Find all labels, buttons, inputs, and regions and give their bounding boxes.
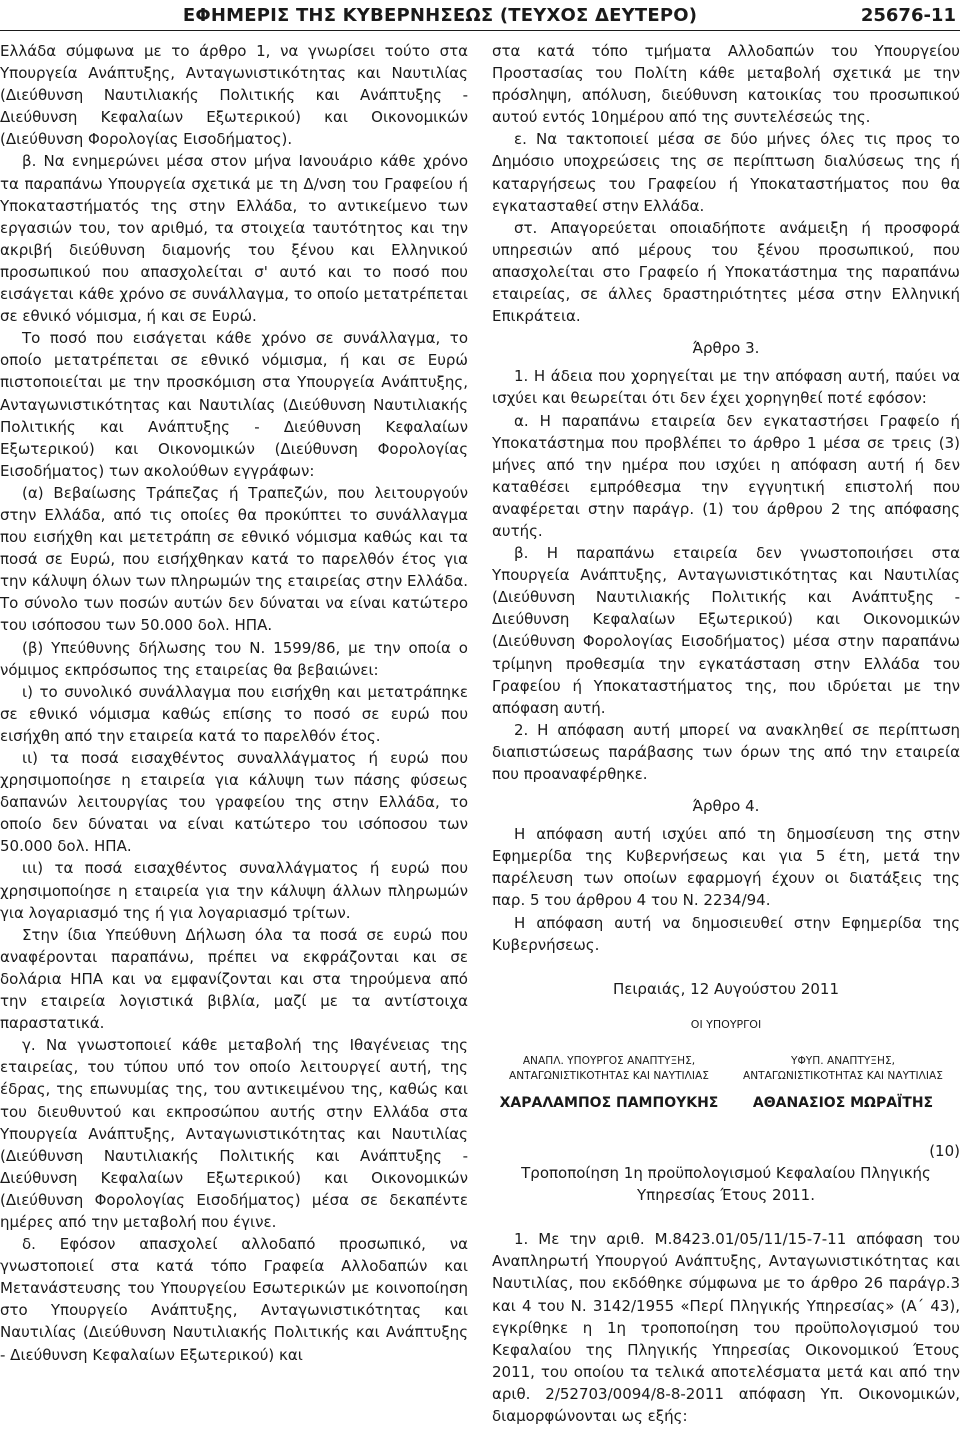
paragraph: στ. Απαγορεύεται οποιαδήποτε ανάμειξη ή προσφορά υπηρεσιών από μέρους του ξένου προσωπικού, που απασχολείται στο Γραφείο ή Υποκατάστημα της παραπάνω εταιρείας, σε άλλες δραστηριότητες μέσα στην Ελληνική Επικράτεια. [492,218,960,326]
header-divider [0,30,960,31]
paragraph: ι) το συνολικό συνάλλαγμα που εισήχθη και μετατράπηκε σε εθνικό νόμισμα καθώς επίσης το ποσό σε ευρώ που εισήχθη από την εταιρεία κατά το παρελθόν έτος. [0,682,468,745]
left-column [0,40,468,1366]
paragraph: β. Η παραπάνω εταιρεία δεν γνωστοποιήσει στα Υπουργεία Ανάπτυξης, Ανταγωνιστικότητας και Ναυτιλίας (Διεύθυνση Ναυτιλιακής Πολιτικής και Ανάπτυξης - Διεύθυνση Κεφαλαίων Εξωτερικού) και Οικονομικών (Διεύθυνση Φορολογίας Εισοδήματος) μέσα στην παραπάνω τρίμηνη προθεσμία την εγκατάσταση στην Ελλάδα του Γραφείου ή Υποκαταστήματος της, που ιδρύεται με την απόφαση αυτή. [492,544,960,717]
paragraph: Ελλάδα σύμφωνα με το άρθρο 1, να γνωρίσει τούτο στα Υπουργεία Ανάπτυξης, Ανταγωνιστικότητας και Ναυτιλίας (Διεύθυνση Ναυτιλιακής Πολιτικής και Ανάπτυξης - Διεύθυνση Κεφαλαίων Εξωτερικού) και Οικονομικών (Διεύθυνση Φορολογίας Εισοδήματος). [0,42,468,149]
signatory-name: ΑΘΑΝΑΣΙΟΣ ΜΩΡΑΪΤΗΣ [752,1094,934,1111]
paragraph: δ. Εφόσον απασχολεί αλλοδαπό προσωπικό, να γνωστοποιεί στα κατά τόπο Γραφεία Αλλοδαπών και Μετανάστευσης του Υπουργείου Εσωτερικών με κοινοποίηση στο Υπουργείο Ανάπτυξης, Ανταγωνιστικότητας και Ναυτιλίας (Διεύθυνση Ναυτιλιακής Πολιτικής και Ανάπτυξης - Διεύθυνση Κεφαλαίων Εξωτερικού) και [0,1235,468,1364]
signatory-title: ΑΝΤΑΓΩΝΙΣΤΙΚΟΤΗΤΑΣ ΚΑΙ ΝΑΥΤΙΛΙΑΣ [509,1069,709,1082]
paragraph: ιι) τα ποσά εισαχθέντος συναλλάγματος ή ευρώ που χρησιμοποίησε η εταιρεία για κάλυψη των πάσης φύσεως δαπανών λειτουργίας του γραφείου της στην Ελλάδα, το οποίο δεν δύναται να είναι κατώτερο του ισόποσου των 50.000 δολ. ΗΠΑ. [0,749,468,856]
paragraph: (α) Βεβαίωσης Τράπεζας ή Τραπεζών, που λειτουργούν στην Ελλάδα, από τις οποίες θα προκύπτει το συνάλλαγμα που εισήχθη και μετετράπη σε εθνικό νόμισμα καθώς και τα ποσά σε Ευρώ, που εισήχθηκαν κατά το παρελθόν έτος για την κάλυψη όλων των πληρωμών της εταιρείας στην Ελλάδα. Το σύνολο των ποσών αυτών δεν δύναται να είναι κατώτερο του ισόποσου των 50.000 δολ. ΗΠΑ. [0,483,468,635]
paragraph: ιιι) τα ποσά εισαχθέντος συναλλάγματος ή ευρώ που χρησιμοποίησε η εταιρεία για την κάλυψη άλλων πληρωμών για λογαριασμό της ή για λογαριασμό τρίτων. [0,859,468,922]
signatory-name: ΧΑΡΑΛΑΜΠΟΣ ΠΑΜΠΟΥΚΗΣ [499,1094,719,1111]
article-3-heading: Άρθρο 3. [692,339,760,358]
signatory-title: ΑΝΑΠΛ. ΥΠΟΥΡΓΟΣ ΑΝΑΠΤΥΞΗΣ, [522,1054,696,1067]
ministers-label: ΟΙ ΥΠΟΥΡΓΟΙ [690,1017,762,1031]
item-number: (10) [929,1141,960,1160]
article-4-heading: Άρθρο 4. [692,797,760,816]
page-header [0,0,960,30]
paragraph: α. Η παραπάνω εταιρεία δεν εγκαταστήσει Γραφείο ή Υποκατάστημα που προβλέπει το άρθρο 1 μέσα σε τρεις (3) μήνες από την ημέρα που ισχύει η απόφαση αυτή ή δεν καταθέσει εμπρόθεσμα την εγγυητική επιστολή που αναφέρεται στην παράγρ. (1) του άρθρου 2 της απόφασης αυτής. [492,411,960,540]
paragraph: ε. Να τακτοποιεί μέσα σε δύο μήνες όλες τις προς το Δημόσιο υποχρεώσεις της σε περίπτωση διαλύσεως της ή καταργήσεως του Γραφείου ή Υποκαταστήματος που θα εγκατασταθεί στην Ελλάδα. [492,130,960,215]
gazette-title: ΕΦΗΜΕΡΙΣ ΤΗΣ ΚΥΒΕΡΝΗΣΕΩΣ (ΤΕΥΧΟΣ ΔΕΥΤΕΡΟ) [182,5,698,26]
right-column [492,40,960,1427]
paragraph: Η απόφαση αυτή ισχύει από τη δημοσίευση της στην Εφημερίδα της Κυβερνήσεως και για 5 έτη, μετά την παρέλευση των οποίων εφαρμογή έχουν οι διατάξεις της παρ. 5 του άρθρου 4 του Ν. 2234/94. [492,825,960,910]
signature-block [492,1054,726,1112]
paragraph: 1. Η άδεια που χορηγείται με την απόφαση αυτή, παύει να ισχύει και θεωρείται ότι δεν έχει χορηγηθεί ποτέ εφόσον: [492,367,960,408]
signature-block [726,1054,960,1112]
paragraph: γ. Να γνωστοποιεί κάθε μεταβολή της Ιθαγένειας της εταιρείας, του τύπου υπό τον οποίο λειτουργεί αυτή, της έδρας, της επωνυμίας της, του αντικειμένου της, καθώς και του διευθυντού και εκπροσώπου αυτής στην Ελλάδα στα Υπουργεία Ανάπτυξης, Ανταγωνιστικότητας και Ναυτιλίας (Διεύθυνση Ναυτιλιακής Πολιτικής και Ανάπτυξης - Διεύθυνση Κεφαλαίων Εξωτερικού) και Οικονομικών (Διεύθυνση Φορολογίας Εισοδήματος) μέσα σε δεκαπέντε ημέρες από την μεταβολή που έγινε. [0,1036,468,1231]
amendment-title: Τροποποίηση 1η προϋπολογισμού Κεφαλαίου Πληγικής Υπηρεσίας Έτους 2011. [521,1164,931,1205]
signatures [492,1054,960,1112]
signatory-title: ΥΦΥΠ. ΑΝΑΠΤΥΞΗΣ, [790,1054,896,1067]
paragraph: β. Να ενημερώνει μέσα στον μήνα Ιανουάριο κάθε χρόνο τα παραπάνω Υπουργεία σχετικά με τη Δ/νση του Γραφείου ή Υποκαταστήματός της στην Ελλάδα, το αντικείμενο των εργασιών του, τον αριθμό, τα στοιχεία ταυτότητος και την ακριβή διεύθυνση διαμονής του ξένου και Ελληνικού προσωπικού που απασχολείται σ' αυτό και το ποσό που εισάγεται κάθε χρόνο σε συνάλλαγμα, το οποίο μετατρέπεται σε εθνικό νόμισμα, ή και σε Ευρώ. [0,152,468,326]
signatory-title: ΑΝΤΑΓΩΝΙΣΤΙΚΟΤΗΤΑΣ ΚΑΙ ΝΑΥΤΙΛΙΑΣ [743,1069,943,1082]
paragraph: 2. Η απόφαση αυτή μπορεί να ανακληθεί σε περίπτωση διαπιστώσεως παράβασης των όρων της από την εταιρεία που προαναφέρθηκε. [492,720,960,783]
paragraph: 1. Με την αριθ. Μ.8423.01/05/11/15-7-11 απόφαση του Αναπληρωτή Υπουργού Ανάπτυξης, Ανταγωνιστικότητας και Ναυτιλίας, που εκδόθηκε σύμφωνα με το άρθρο 26 παράγρ.3 και 4 του Ν. 3142/1955 «Περί Πληγικής Υπηρεσίας» (Α΄ 43), εγκρίθηκε η 1η τροποποίηση του προϋπολογισμού του Κεφαλαίου της Πληγικής Υπηρεσίας Οικονομικού Έτους 2011, του οποίου τα τελικά αποτελέσματα μετά και από την αριθ. 2/52703/0094/8-8-2011 απόφαση Υπ. Οικονομικών, διαμορφώνονται ως εξής: [492,1230,960,1425]
paragraph: Το ποσό που εισάγεται κάθε χρόνο σε συνάλλαγμα, το οποίο μετατρέπεται σε εθνικό νόμισμα, ή και σε Ευρώ πιστοποιείται με την προσκόμιση στα Υπουργεία Ανάπτυξης, Ανταγωνιστικότητας και Ναυτιλίας (Διεύθυνση Ναυτιλιακής Πολιτικής και Ανάπτυξης - Διεύθυνση Κεφαλαίων Εξωτερικού) και Οικονομικών (Διεύθυνση Φορολογίας Εισοδήματος) των ακολούθων εγγράφων: [0,329,468,480]
paragraph: στα κατά τόπο τμήματα Αλλοδαπών του Υπουργείου Προστασίας του Πολίτη κάθε μεταβολή σχετικά με την πρόσληψη, απόλυση, διεύθυνση κατοικίας του προσωπικού αυτού εντός 10ημέρου από της συντελέσεώς της. [492,42,960,127]
paragraph: Η απόφαση αυτή να δημοσιευθεί στην Εφημερίδα της Κυβερνήσεως. [492,913,960,954]
paragraph: (β) Υπεύθυνης δήλωσης του Ν. 1599/86, με την οποία ο νόμιμος εκπρόσωπος της εταιρείας θα βεβαιώνει: [0,638,468,679]
place-date: Πειραιάς, 12 Αυγούστου 2011 [612,979,840,998]
page-number: 25676-11 [860,5,956,26]
paragraph: Στην ίδια Υπεύθυνη Δήλωση όλα τα ποσά σε ευρώ που αναφέρονται παραπάνω, πρέπει να εκφράζονται και σε δολάρια ΗΠΑ και να εμφανίζονται και στα τηρούμενα από την εταιρεία λογιστικά βιβλία, μαζί με τα αντίστοιχα παραστατικά. [0,925,468,1033]
